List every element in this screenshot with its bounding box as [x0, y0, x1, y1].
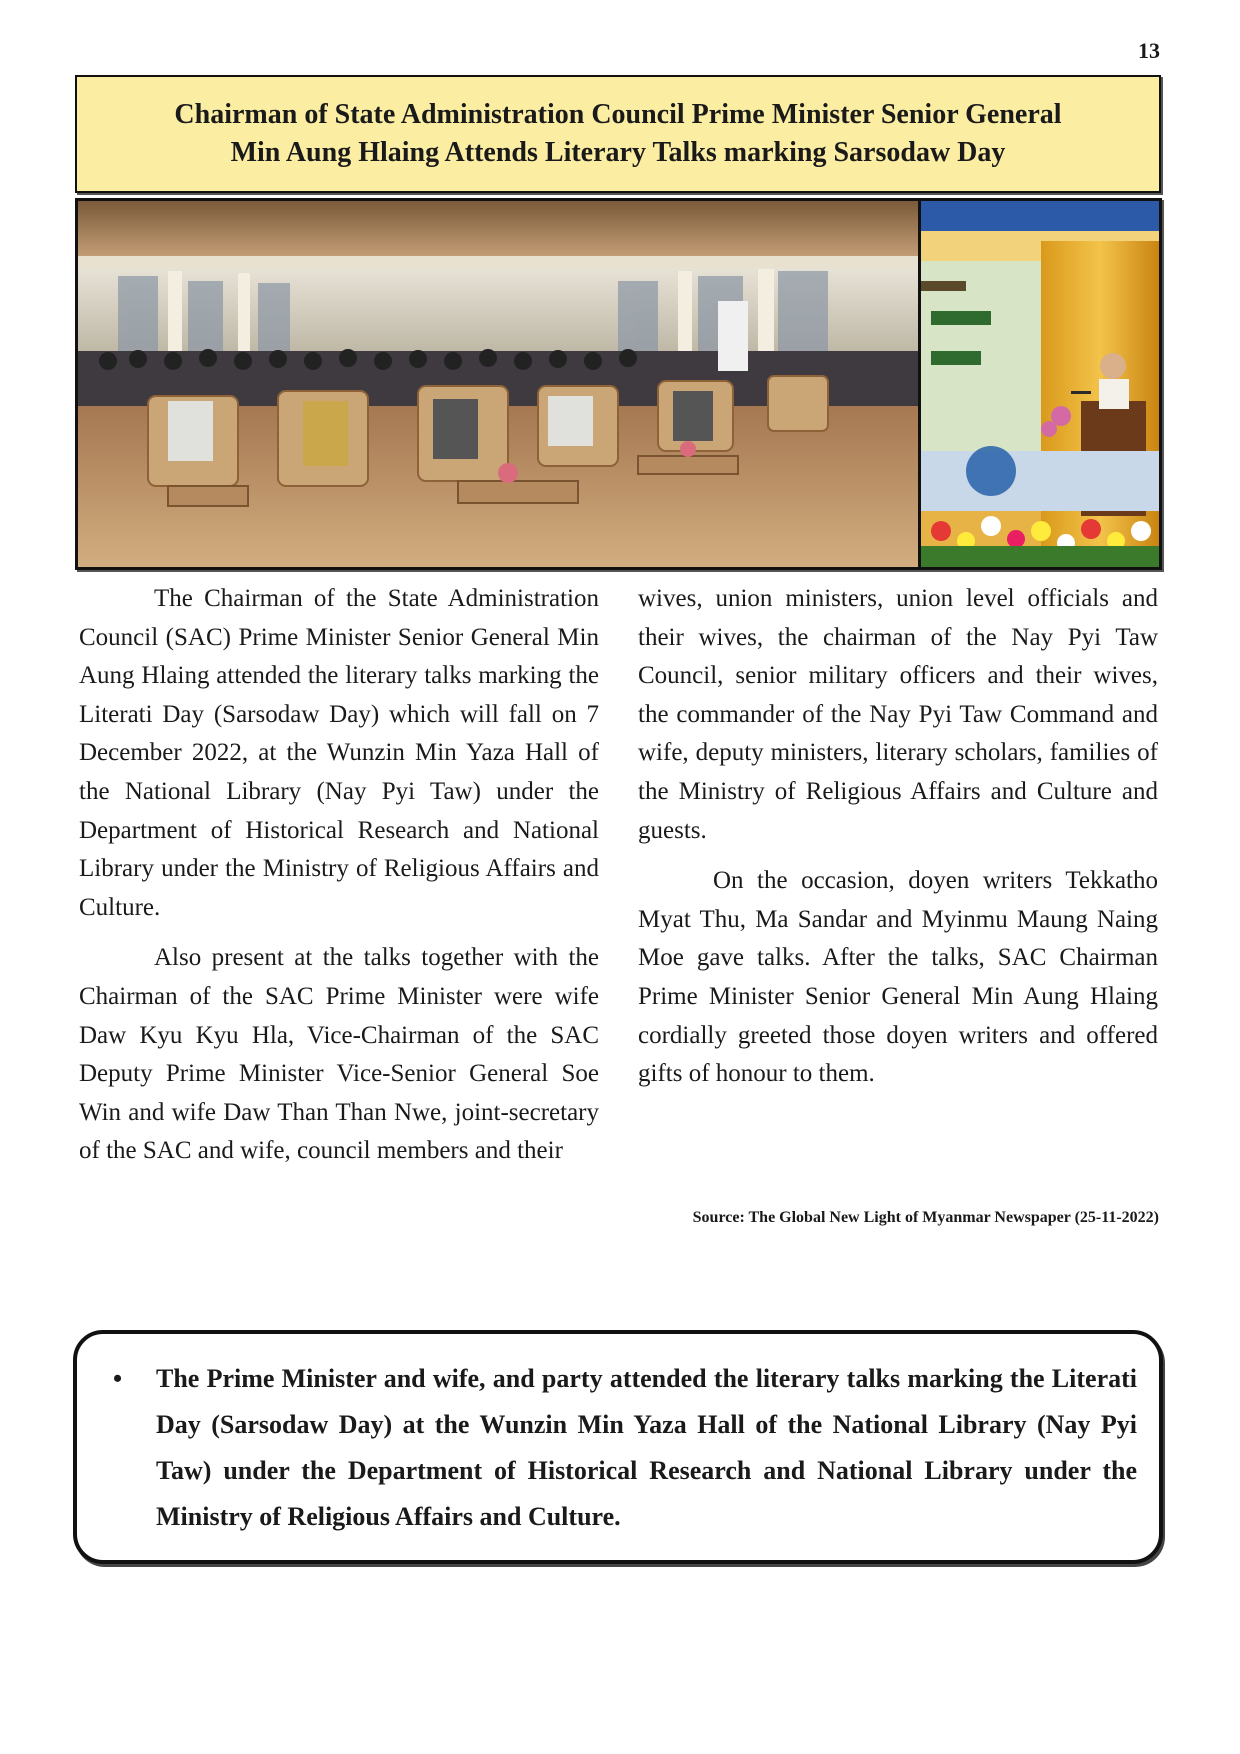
- speaker-podium-photo: [921, 201, 1159, 567]
- article-paragraph-2: Also present at the talks together with the Chairman of the SAC Prime Minister were wife Daw Kyu Kyu Hla, Vice-Chairman of the SAC Deputy Prime Minister Vice-Senior General Soe Win and wife Daw Than Than Nwe, joint-secretary of the SAC and wife, council members and their: [79, 944, 599, 1165]
- summary-text: The Prime Minister and wife, and party attended the literary talks marking the Literati Day (Sarsodaw Day) at the Wunzin Min Yaza Hall of the National Library (Nay Pyi Taw) under the Department of Historical Research and National Library under the Ministry of Religious Affairs and Culture.: [156, 1364, 1137, 1531]
- audience-hall-photo: [78, 201, 918, 567]
- article-column-right: [638, 580, 1158, 1106]
- page-number: 13: [1138, 38, 1160, 63]
- photo-icon: [78, 201, 918, 567]
- photo-icon: [921, 201, 1159, 567]
- source-citation: Source: The Global New Light of Myanmar Newspaper (25-11-2022): [692, 1209, 1159, 1226]
- article-paragraph-1: The Chairman of the State Administration Council (SAC) Prime Minister Senior General Min Aung Hlaing attended the literary talks marking the Literati Day (Sarsodaw Day) which will fall on 7 December 2022, at the Wunzin Min Yaza Hall of the National Library (Nay Pyi Taw) under the Department of Historical Research and National Library under the Ministry of Religious Affairs and Culture.: [79, 585, 599, 921]
- article-column-left: [79, 580, 599, 1183]
- article-paragraph-3: wives, union ministers, union level officials and their wives, the chairman of the Nay Pyi Taw Council, senior military officers and their wives, the commander of the Nay Pyi Taw Command and wife, deputy ministers, literary scholars, families of the Ministry of Religious Affairs and Culture and guests.: [638, 585, 1158, 844]
- photo-strip: [75, 198, 1162, 570]
- article-title-line-1: Chairman of State Administration Council Prime Minister Senior General: [174, 99, 1062, 130]
- article-paragraph-4: On the occasion, doyen writers Tekkatho Myat Thu, Ma Sandar and Myinmu Maung Naing Moe gave talks. After the talks, SAC Chairman Prime Minister Senior General Min Aung Hlaing cordially greeted those doyen writers and offered gifts of honour to them.: [638, 867, 1158, 1088]
- article-title-line-2: Min Aung Hlaing Attends Literary Talks marking Sarsodaw Day: [230, 137, 1006, 168]
- article-title-box: [75, 75, 1161, 193]
- summary-box: [73, 1330, 1163, 1564]
- bullet-icon: •: [113, 1364, 123, 1393]
